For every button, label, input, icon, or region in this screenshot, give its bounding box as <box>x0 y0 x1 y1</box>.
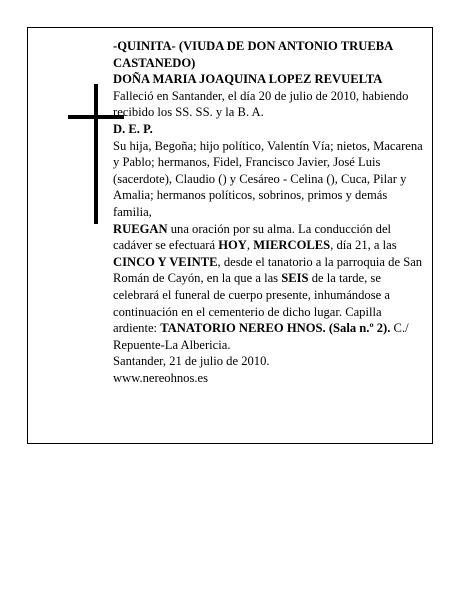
ruegan-word: RUEGAN <box>113 221 168 236</box>
address-text: C./ Repuente-La Albericia. <box>113 321 409 352</box>
notice-body <box>113 38 426 386</box>
time-cinco-veinte: CINCO Y VEINTE <box>113 254 218 269</box>
funeral-text: de la tarde, se celebrará el funeral de cuerpo presente, inhumándose a continuación en el cementerio de dicho lugar. Capilla ardiente: <box>113 271 390 336</box>
tanatorio-text: , desde el tanatorio a la parroquia de San Román de Cayón, en la que a las <box>113 254 423 286</box>
family-list: Su hija, Begoña; hijo político, Valentín Vía; nietos, Macarena y Pablo; hermanos, Fidel, Francisco Javier, José Luis (sacerdote), Claudio () y Cesáreo - Celina (), Cuca, Pilar y Amalia; hermanos políticos, sobrinos, primos y demás familia, <box>113 138 423 219</box>
hoy-word: HOY <box>218 238 247 253</box>
ceremony-details <box>113 221 426 354</box>
date-line: Santander, 21 de julio de 2010. <box>113 354 270 369</box>
ruegan-text: una oración por su alma. La conducción del cadáver se efectuará <box>113 221 392 253</box>
death-info: Falleció en Santander, el día 20 de julio de 2010, habiendo recibido los SS. SS. y la B. A. <box>113 88 409 120</box>
comma-separator: , <box>246 238 254 253</box>
time-seis: SEIS <box>281 271 309 286</box>
weekday-word: MIERCOLES <box>253 238 331 253</box>
dep-line: D. E. P. <box>113 121 153 136</box>
capilla-name: TANATORIO NEREO HNOS. (Sala n.º 2). <box>160 321 391 336</box>
cross-vertical-bar <box>94 84 98 224</box>
deceased-name: DOÑA MARIA JOAQUINA LOPEZ REVUELTA <box>113 72 383 87</box>
website-link: www.nereohnos.es <box>113 370 209 385</box>
day-text: , día 21, a las <box>330 238 397 253</box>
alias-line: -QUINITA- (VIUDA DE DON ANTONIO TRUEBA CASTANEDO) <box>113 39 393 70</box>
